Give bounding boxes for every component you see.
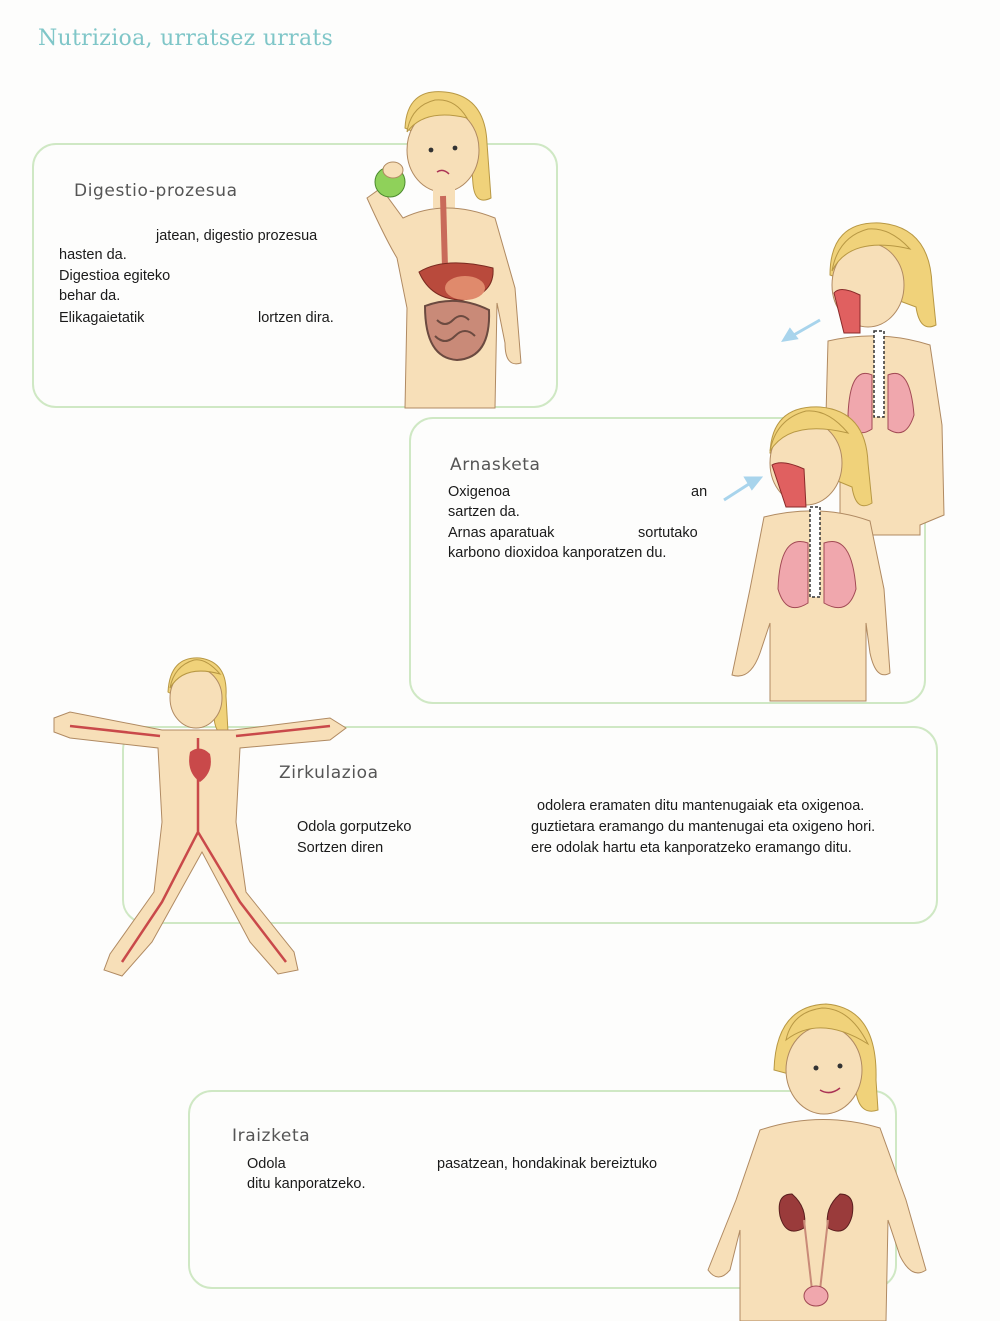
page-title: Nutrizioa, urratsez urrats [38, 26, 334, 51]
circulation-line-3: guztietara eramango du mantenugai eta oxigeno hori. [531, 819, 876, 835]
breath-arrow-icon [782, 318, 822, 344]
digestion-line-4: behar da. [59, 288, 121, 304]
circulation-heading: Zirkulazioa [279, 763, 379, 783]
circulation-line-5: ere odolak hartu eta kanporatzeko eramango ditu. [531, 840, 852, 856]
girl-eating-apple-illustration [345, 88, 550, 408]
digestion-line-2: hasten da. [59, 247, 127, 263]
breathing-line-5: sortutako [638, 525, 698, 541]
breathing-line-3: sartzen da. [448, 504, 520, 520]
girl-circulation-illustration [50, 652, 350, 980]
digestion-line-1: jatean, digestio prozesua [156, 228, 318, 244]
breathing-line-6: karbono dioxidoa kanporatzen du. [448, 545, 667, 561]
breathing-line-4: Arnas aparatuak [448, 525, 555, 541]
circulation-line-4: Sortzen diren [297, 840, 384, 856]
excretion-line-2: pasatzean, hondakinak bereiztuko [437, 1156, 658, 1172]
girl-lungs-illustration [720, 403, 920, 701]
circulation-line-2: Odola gorputzeko [297, 819, 412, 835]
excretion-line-3: ditu kanporatzeko. [247, 1176, 366, 1192]
girl-kidneys-illustration [700, 1000, 940, 1321]
breathing-line-1: Oxigenoa [448, 484, 511, 500]
excretion-line-1: Odola [247, 1156, 286, 1172]
digestion-heading: Digestio-prozesua [74, 181, 238, 201]
breathing-heading: Arnasketa [450, 455, 541, 475]
digestion-line-3: Digestioa egiteko [59, 268, 171, 284]
circulation-line-1: odolera eramaten ditu mantenugaiak eta oxigenoa. [537, 798, 865, 814]
digestion-line-5: Elikagaietatik [59, 310, 145, 326]
breath-arrow-icon [722, 474, 762, 502]
digestion-line-6: lortzen dira. [258, 310, 334, 326]
breathing-line-2: an [691, 484, 708, 500]
excretion-heading: Iraizketa [232, 1126, 311, 1146]
